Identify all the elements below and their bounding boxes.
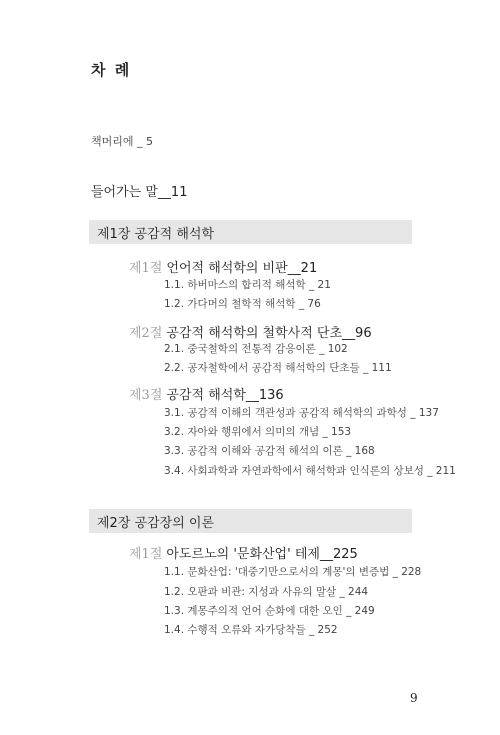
intro-entry: 들어가는 말__11 — [91, 185, 188, 200]
section-number: 제1절 — [129, 547, 163, 562]
section-title: 공감적 해석학__136 — [166, 388, 284, 403]
section-heading — [129, 322, 372, 341]
toc-item: 3.2. 자아와 행위에서 의미의 개념 _ 153 — [164, 426, 352, 438]
toc-item: 1.2. 가다머의 철학적 해석학 _ 76 — [164, 298, 321, 310]
section-heading — [129, 257, 317, 276]
toc-item: 3.4. 사회과학과 자연과학에서 해석학과 인식론의 상보성 _ 211 — [164, 465, 456, 477]
section-title: 공감적 해석학의 철학사적 단초__96 — [166, 326, 372, 341]
section-number: 제1절 — [129, 261, 163, 276]
toc-title: 차 례 — [91, 61, 132, 79]
toc-item: 1.2. 오판과 비관: 지성과 사유의 말살 _ 244 — [164, 586, 369, 598]
section-number: 제2절 — [129, 326, 163, 341]
toc-item: 1.3. 계몽주의적 언어 순화에 대한 오인 _ 249 — [164, 605, 375, 617]
toc-item: 1.1. 하버마스의 합리적 해석학 _ 21 — [164, 279, 331, 291]
preface-entry: 책머리에 _ 5 — [91, 135, 153, 148]
section-heading — [129, 384, 284, 403]
toc-item: 1.1. 문화산업: '대중기만으로서의 계몽'의 변증법 _ 228 — [164, 566, 422, 578]
section-title: 언어적 해석학의 비판__21 — [166, 261, 318, 276]
toc-item: 3.1. 공감적 이해의 객관성과 공감적 해석학의 과학성 _ 137 — [164, 407, 439, 419]
page-number: 9 — [410, 691, 418, 705]
chapter-label: 제2장 공감장의 이론 — [97, 516, 214, 531]
chapter-heading-bar — [89, 220, 412, 244]
chapter-label: 제1장 공감적 해석학 — [97, 227, 214, 242]
section-title: 아도르노의 '문화산업' 테제__225 — [166, 547, 358, 562]
section-number: 제3절 — [129, 388, 163, 403]
section-heading — [129, 543, 358, 562]
toc-item: 3.3. 공감적 이해와 공감적 해석의 이론 _ 168 — [164, 445, 375, 457]
chapter-heading-bar — [89, 509, 412, 533]
toc-item: 2.2. 공자철학에서 공감적 해석학의 단초들 _ 111 — [164, 362, 392, 374]
toc-item: 1.4. 수행적 오류와 자가당착들 _ 252 — [164, 624, 338, 636]
toc-item: 2.1. 중국철학의 전통적 감응이론 _ 102 — [164, 343, 348, 355]
